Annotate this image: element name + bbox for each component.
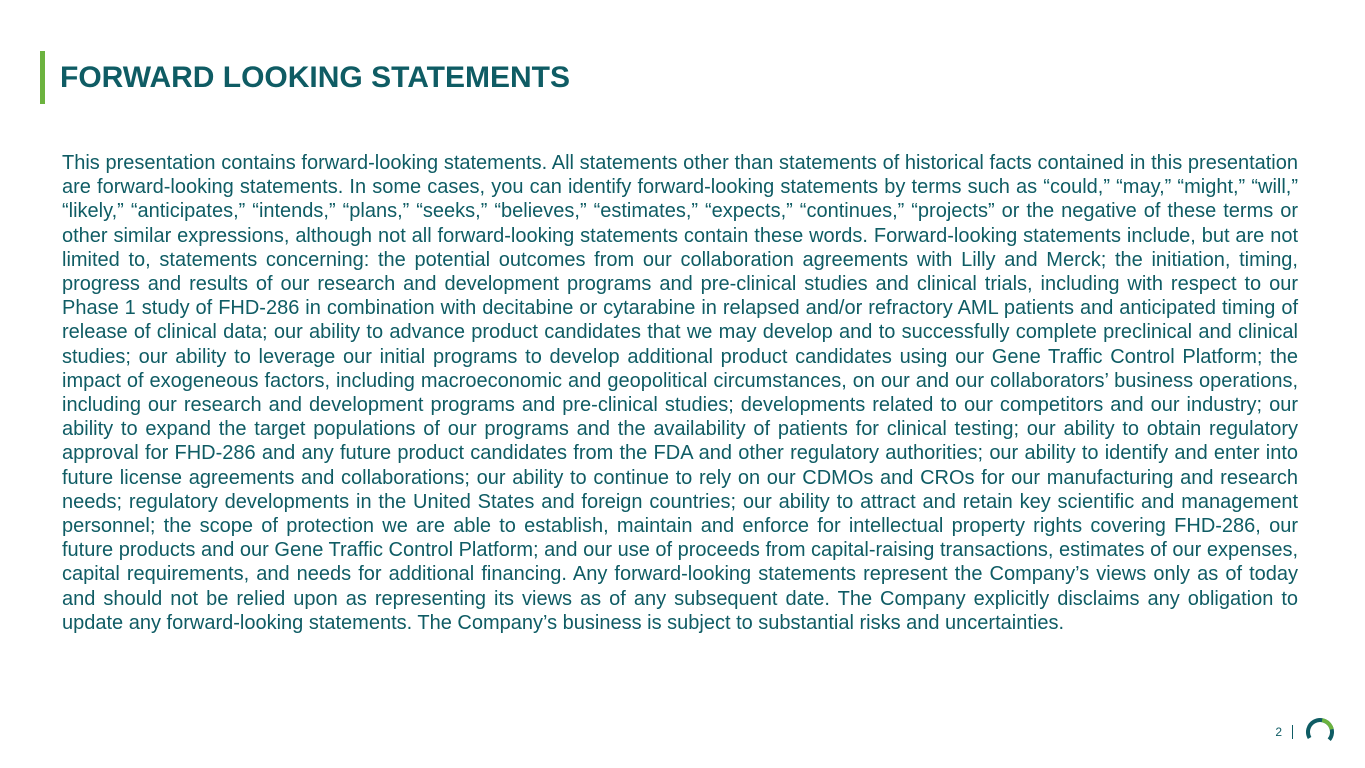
page-number: 2	[1275, 725, 1282, 739]
forward-looking-statements-body: This presentation contains forward-looking statements. All statements other than statements of historical facts contained in this presentation are forward-looking statements. In some cases, you can identify forward-looking statements by terms such as “could,” “may,” “might,” “will,” “likely,” “anticipates,” “intends,” “plans,” “seeks,” “believes,” “estimates,” “expects,” “continues,” “projects” or the negative of these terms or other similar expressions, although not all forward-looking statements contain these words. Forward-looking statements include, but are not limited to, statements concerning: the potential outcomes from our collaboration agreements with Lilly and Merck; the initiation, timing, progress and results of our research and development programs and pre-clinical studies and clinical trials, including with respect to our Phase 1 study of FHD-286 in combination with decitabine or cytarabine in relapsed and/or refractory AML patients and anticipated timing of release of clinical data; our ability to advance product candidates that we may develop and to successfully complete preclinical and clinical studies; our ability to leverage our initial programs to develop additional product candidates using our Gene Traffic Control Platform; the impact of exogeneous factors, including macroeconomic and geopolitical circumstances, on our and our collaborators’ business operations, including our research and development programs and pre-clinical studies; developments related to our competitors and our industry; our ability to expand the target populations of our programs and the availability of patients for clinical testing; our ability to obtain regulatory approval for FHD-286 and any future product candidates from the FDA and other regulatory authorities; our ability to identify and enter into future license agreements and collaborations; our ability to continue to rely on our CDMOs and CROs for our manufacturing and research needs; regulatory developments in the United States and foreign countries; our ability to attract and retain key scientific and management personnel; the scope of protection we are able to establish, maintain and enforce for intellectual property rights covering FHD-286, our future products and our Gene Traffic Control Platform; and our use of proceeds from capital-raising transactions, estimates of our expenses, capital requirements, and needs for additional financing. Any forward-looking statements represent the Company’s views only as of today and should not be relied upon as representing its views as of any subsequent date. The Company explicitly disclaims any obligation to update any forward-looking statements. The Company’s business is subject to substantial risks and uncertainties.	[62, 152, 1298, 634]
company-ring-logo-icon	[1305, 717, 1335, 747]
title-accent-bar	[40, 51, 45, 104]
footer-divider	[1292, 725, 1293, 739]
slide-title: FORWARD LOOKING STATEMENTS	[60, 61, 570, 94]
slide-footer	[1275, 716, 1335, 748]
